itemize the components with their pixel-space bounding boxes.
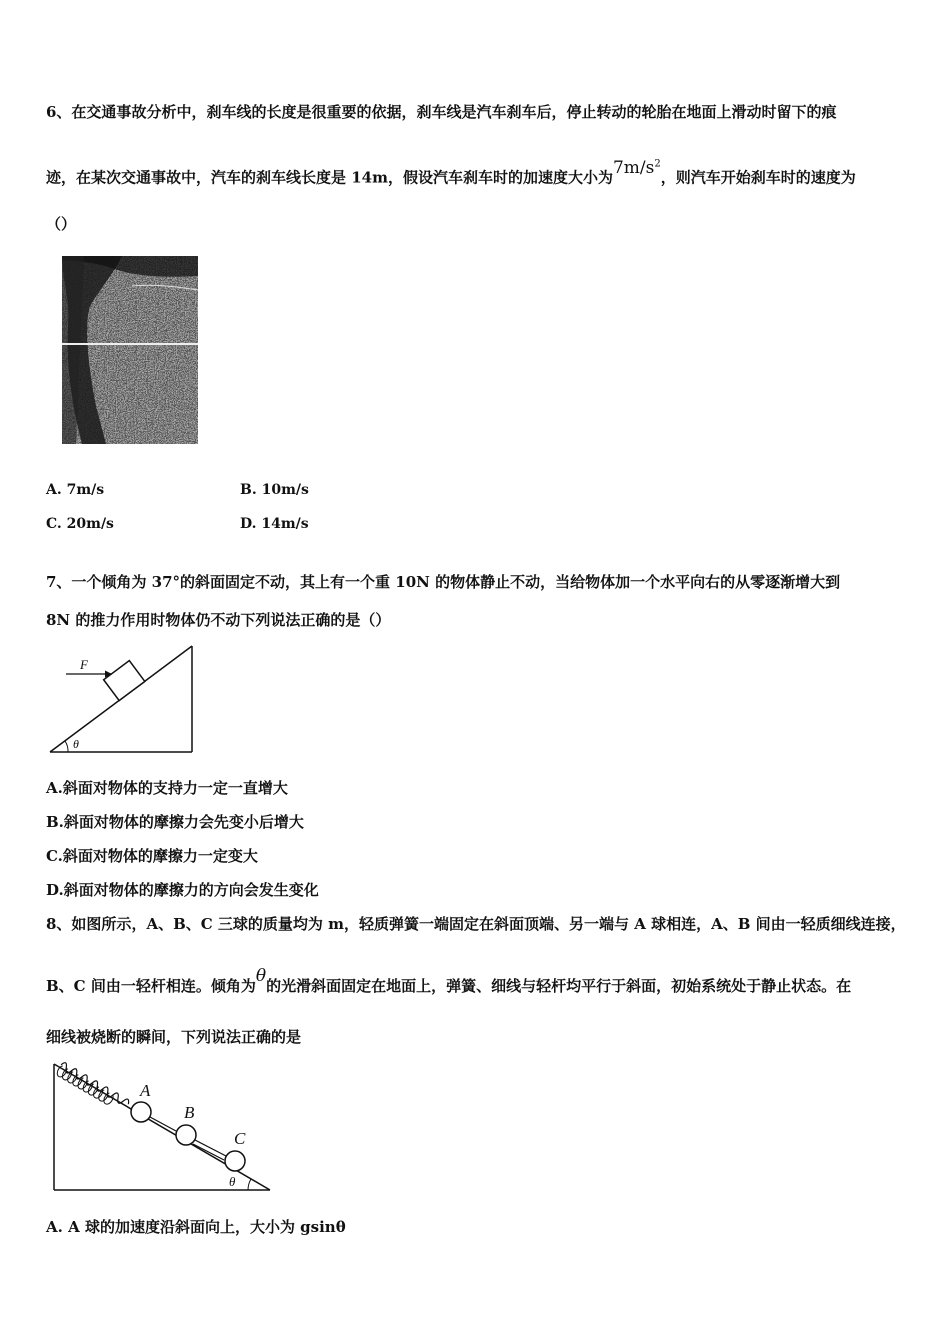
q6-accel-value: $7m/s^2$	[612, 157, 661, 178]
angle-label: θ	[73, 737, 79, 751]
q8-line-2-text-b: 的光滑斜面固定在地面上，弹簧、细线与轻杆均平行于斜面，初始系统处于静止状态。在	[266, 977, 852, 995]
block-on-incline	[104, 661, 145, 701]
skid-mark-photo	[62, 256, 198, 444]
q8-theta-symbol: θ	[255, 966, 267, 986]
q6-option-a[interactable]: A. 7m/s	[46, 482, 105, 498]
q6-line-1: 6、在交通事故分析中，刹车线的长度是很重要的依据，刹车线是汽车刹车后，停止转动的轮胎在地面上滑动时留下的痕	[46, 103, 837, 121]
ball-b-label: B	[184, 1103, 195, 1122]
thread-ab	[150, 1117, 176, 1131]
q7-line-2: 8N 的推力作用时物体仍不动下列说法正确的是（）	[46, 611, 391, 629]
q6-option-c[interactable]: C. 20m/s	[46, 516, 114, 532]
q6-line-3: （）	[46, 215, 77, 233]
q8-option-a[interactable]: A. A 球的加速度沿斜面向上，大小为 gsinθ	[46, 1218, 346, 1236]
q7-line-1: 7、一个倾角为 37°的斜面固定不动，其上有一个重 10N 的物体静止不动，当给物体加一个水平向右的从零逐渐增大到	[46, 573, 841, 591]
ball-c	[225, 1151, 245, 1171]
force-label: F	[80, 657, 88, 672]
spring-balls-incline-figure	[50, 1060, 274, 1196]
spring	[55, 1061, 130, 1113]
q6-option-d[interactable]: D. 14m/s	[240, 516, 309, 532]
q6-option-b[interactable]: B. 10m/s	[240, 482, 309, 498]
q6-line-2-text-a: 迹，在某次交通事故中，汽车的刹车线长度是 14m，假设汽车刹车时的加速度大小为	[46, 168, 613, 187]
angle-arc	[65, 741, 68, 752]
q7-option-b[interactable]: B.斜面对物体的摩擦力会先变小后增大	[46, 813, 304, 831]
q8-line-3: 细线被烧断的瞬间，下列说法正确的是	[46, 1028, 302, 1046]
q8-line-2-text-a: B、C 间由一轻杆相连。倾角为	[46, 977, 256, 995]
angle-label: θ	[229, 1174, 236, 1189]
q7-option-a[interactable]: A.斜面对物体的支持力一定一直增大	[46, 779, 288, 797]
q6-accel-exponent: 2	[654, 158, 661, 169]
ball-a-label: A	[140, 1081, 151, 1100]
q7-option-c[interactable]: C.斜面对物体的摩擦力一定变大	[46, 847, 258, 865]
angle-arc	[248, 1179, 251, 1190]
q6-line-2	[46, 157, 856, 188]
ball-b	[176, 1125, 196, 1145]
q8-line-1: 8、如图所示，A、B、C 三球的质量均为 m，轻质弹簧一端固定在斜面顶端、另一端与 A 球相连，A、B 间由一轻质细线连接，	[46, 915, 906, 933]
q7-option-d[interactable]: D.斜面对物体的摩擦力的方向会发生变化	[46, 881, 319, 899]
inclined-plane-figure	[46, 642, 198, 758]
q8-line-2	[46, 966, 852, 996]
q6-line-2-text-b: ，则汽车开始刹车时的速度为	[660, 168, 856, 187]
ball-c-label: C	[234, 1129, 246, 1148]
ball-a	[131, 1102, 151, 1122]
